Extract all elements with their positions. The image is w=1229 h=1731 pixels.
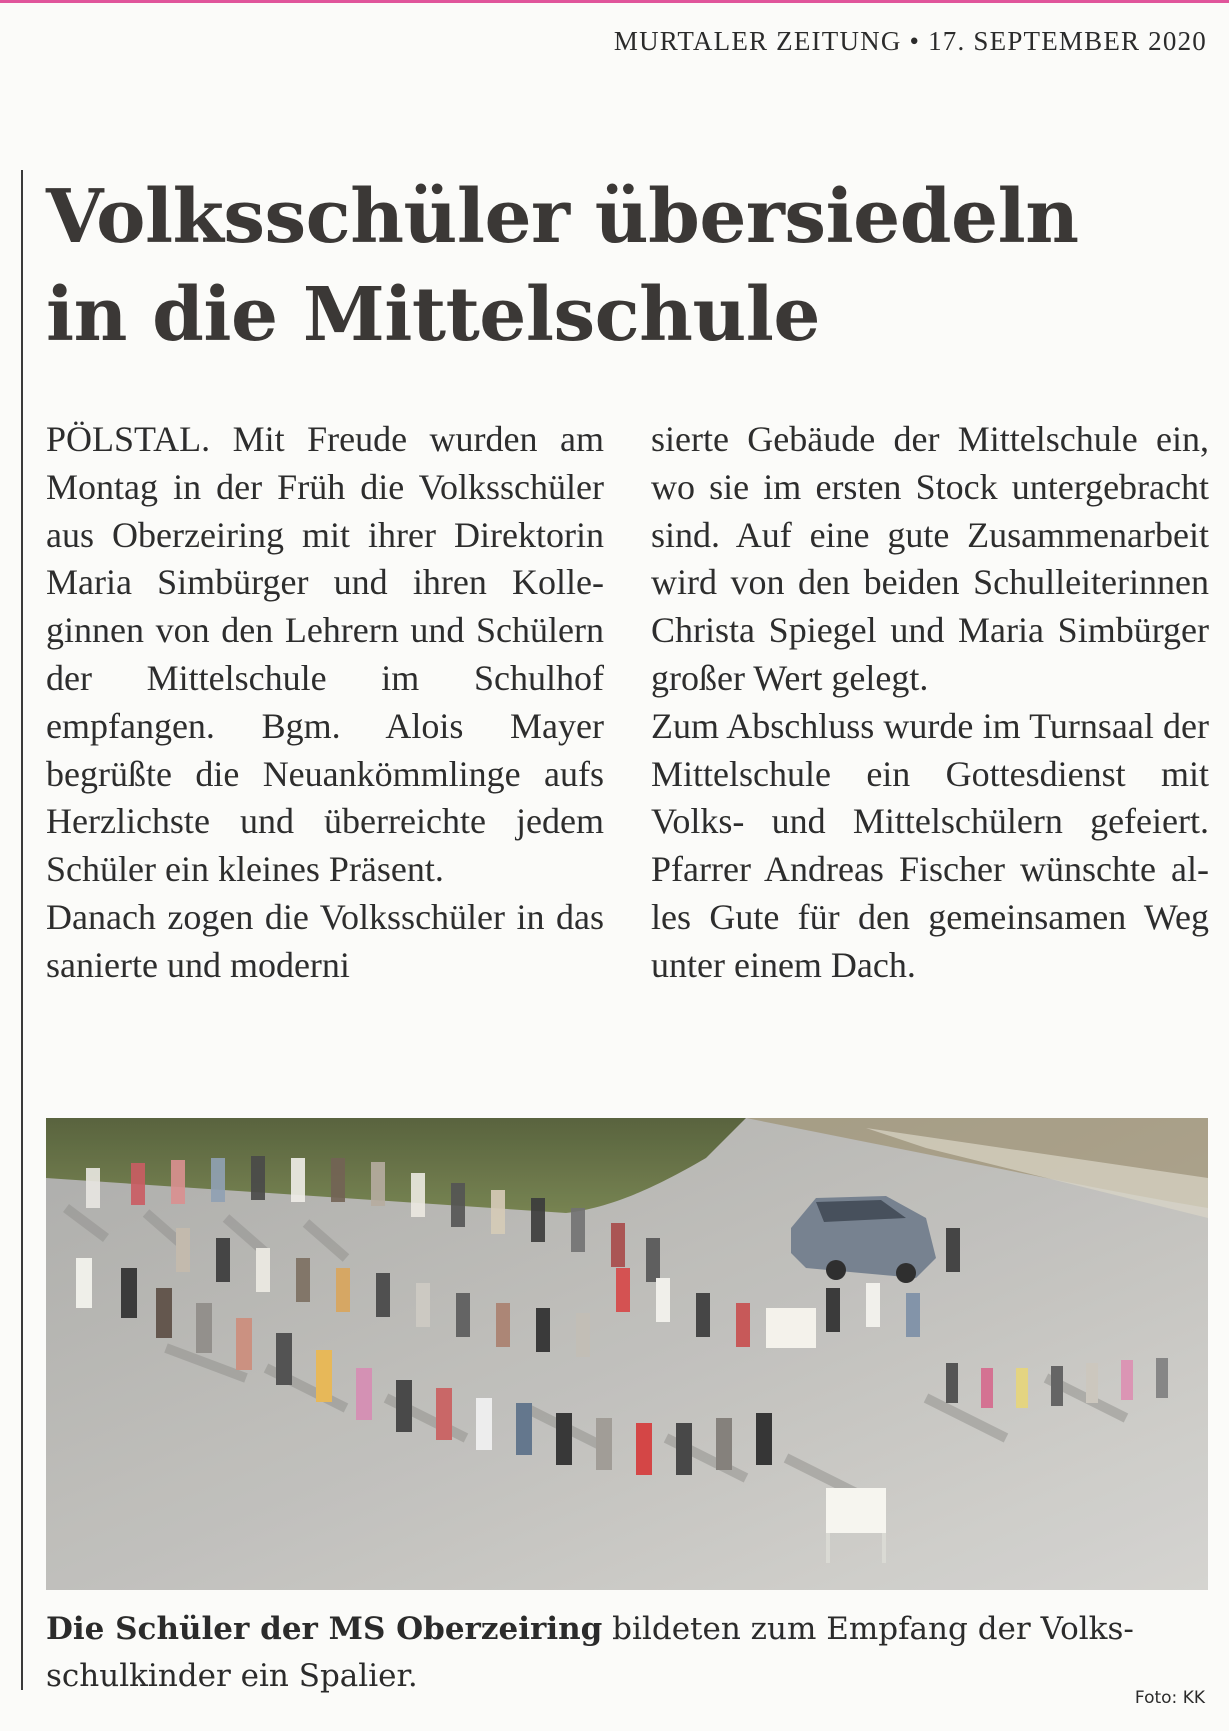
article-photo <box>46 1118 1208 1590</box>
paragraph-2: Danach zogen die Volksschüler in das sanierte und moderni <box>46 896 604 985</box>
article-column-left <box>46 416 604 990</box>
accent-top-rule <box>0 0 1229 3</box>
headline-line-2: in die Mittelschule <box>46 272 820 358</box>
publication-date: 17. SEPTEMBER 2020 <box>928 26 1207 56</box>
publication-name: MURTALER ZEITUNG <box>613 26 902 56</box>
photo-caption <box>46 1606 1206 1700</box>
article-headline <box>46 168 1216 364</box>
headline-line-1: Volksschüler übersiedeln <box>46 174 1079 260</box>
article-column-right <box>651 416 1209 990</box>
paragraph-1: PÖLSTAL. Mit Freude wurden am Montag in der Früh die Volksschüler aus Oberzeiring mit ihrer Direktorin Maria Simbürger und ihren Kolleginnen von den Lehrern und Schülern der Mittelschule im Schulhof empfangen. Bgm. Alois Mayer begrüßte die Neuankömmlinge aufs Herzlichste und überreichte jedem Schüler ein kleines Präsent. <box>46 419 604 890</box>
schoolyard-photo-illustration <box>46 1118 1208 1590</box>
caption-rest: bildeten zum Empfang der Volksschulkinder ein Spalier. <box>46 1611 1134 1694</box>
header-separator: • <box>909 26 921 56</box>
page-header <box>614 26 1207 57</box>
caption-bold: Die Schüler der MS Oberzeiring <box>46 1611 603 1647</box>
photo-credit: Foto: KK <box>1134 1688 1205 1708</box>
paragraph-4: Zum Abschluss wurde im Turnsaal der Mittelschule ein Gottesdienst mit Volks- und Mittelschülern gefeiert. Pfarrer Andreas Fischer wünschte alles Gute für den gemeinsamen Weg unter einem Dach. <box>651 705 1209 985</box>
paragraph-3: sierte Gebäude der Mittelschule ein, wo sie im ersten Stock untergebracht sind. Auf eine gute Zusammenarbeit wird von den beiden Schulleiterinnen Christa Spiegel und Maria Simbürger großer Wert gelegt. <box>651 419 1209 698</box>
article-left-rule <box>21 170 23 1690</box>
